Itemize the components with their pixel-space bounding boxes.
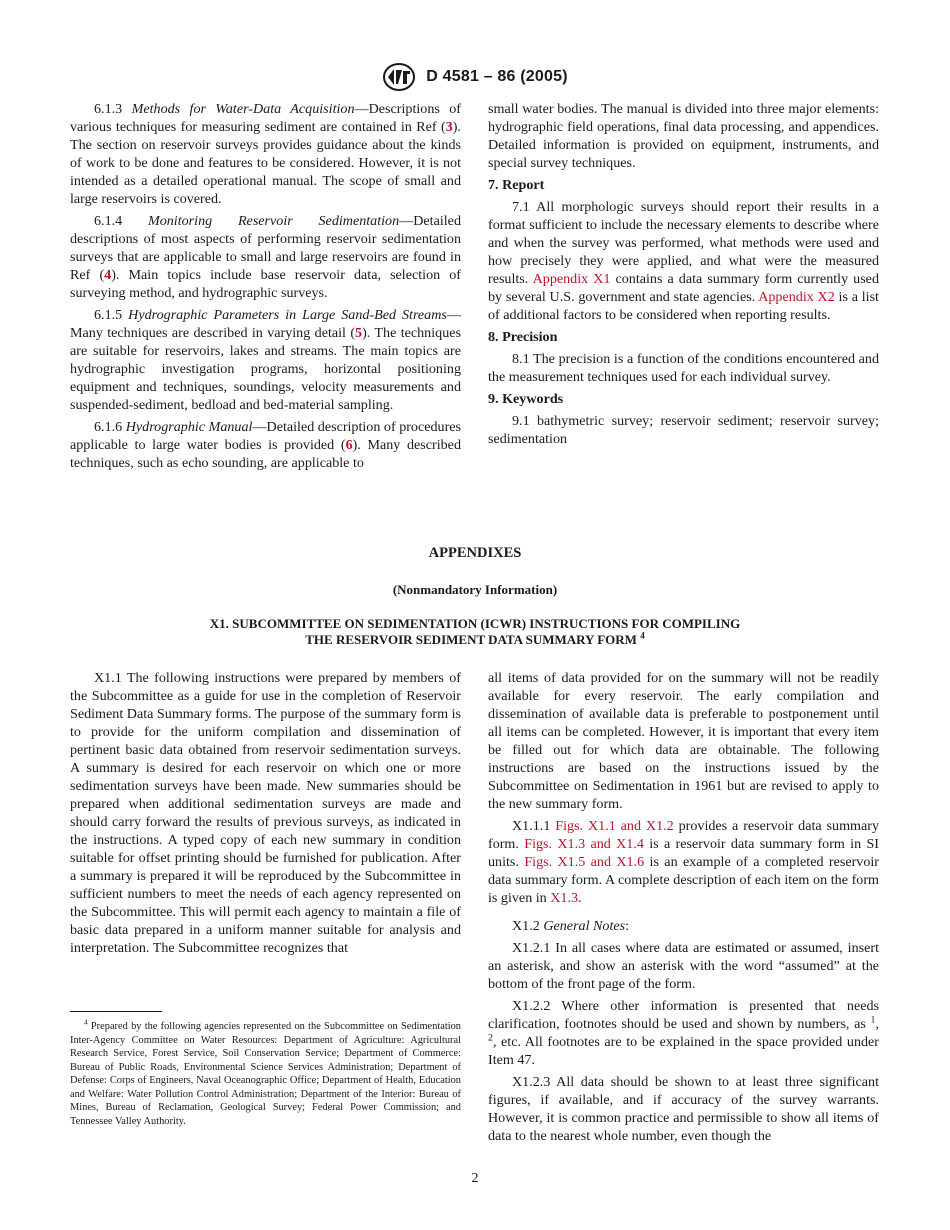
section-heading-precision: 8. Precision — [488, 329, 558, 345]
footnote-marker[interactable]: 4 — [640, 630, 645, 641]
paragraph-x1-2: X1.2 General Notes: — [512, 918, 630, 934]
paragraph-6-1-6: 6.1.6 Hydrographic Manual—Detailed description of procedures applicable to large water bodies is provided (6). Many described techniques, such as echo sounding, are applicable to — [70, 419, 462, 471]
paragraph-x1-1: X1.1 The following instructions were prepared by members of the Subcommittee as a guide for use in the completion of Reservoir Sediment Data Summary forms. The purpose of the summary form is to provide for the uniform compilation and dissemination of pertinent basic data obtained from reservoir sedimentation surveys. A summary is desired for each reservoir on which one or more sedimentation surveys have been made. New summaries should be prepared when additional sedimentation surveys are made and should carry forward the results of previous surveys, as indicated in the instructions. A typed copy of each new summary in condition suitable for offset printing should be furnished for publication. After a summary is prepared it will be reproduced by the Subcommittee in sufficient numbers to meet the needs of each agency represented on the Subcommittee. This will permit each agency to maintain a file of basic data prepared in a uniform manner suitable for analysis and interpretation. The Subcommittee recognizes that — [70, 670, 461, 956]
appendix-x1-title: X1. SUBCOMMITTEE ON SEDIMENTATION (ICWR) INSTRUCTIONS FOR COMPILING THE RESERVOIR SEDIMENT DATA SUMMARY FORM $^4$ — [209, 616, 741, 647]
paragraph-8-1: 8.1 The precision is a function of the conditions encountered and the measurement techniques used for each individual survey. — [488, 351, 879, 385]
page-header — [0, 62, 950, 92]
reference-link[interactable]: 4 — [104, 267, 112, 283]
paragraph-continued: all items of data provided for on the summary will not be readily available for every reservoir. The early compilation and dissemination of available data is preferable to postponement until all items can be completed. However, it is important that every item be filled out for which data are obtainable. The following instructions are based on the instructions issued by the Subcommittee on Sedimentation in 1961 but are revised to apply to the new summary form. — [488, 670, 879, 812]
paragraph-x1-1-1: X1.1.1 Figs. X1.1 and X1.2 provides a reservoir data summary form. Figs. X1.3 and X1.4 is a reservoir data summary form in SI units. Figs. X1.5 and X1.6 is an example of a completed reservoir data summary form. A complete description of each item on the form is given in X1.3. — [488, 818, 880, 906]
footnote-divider — [70, 1011, 162, 1012]
paragraph-x1-2-3: X1.2.3 All data should be shown to at least three significant figures, if available, and if accuracy of the survey warrants. However, it is common practice and permissible to show all items of data to the nearest whole number, even though the — [488, 1074, 879, 1144]
paragraph-9-1: 9.1 bathymetric survey; reservoir sediment; reservoir survey; sedimentation — [488, 413, 879, 447]
astm-logo-icon — [382, 62, 416, 92]
paragraph-6-1-5: 6.1.5 Hydrographic Parameters in Large Sand-Bed Streams—Many techniques are described in varying detail (5). The techniques are suitable for reservoirs, lakes and streams. The main topics are hydrographic investigation programs, horizontal positioning equipment and techniques, soundings, velocity measurements and suspended-sediment, bedload and bed-material sampling. — [70, 307, 461, 413]
page-number: 2 — [471, 1171, 479, 1186]
appendixes-title: APPENDIXES — [428, 545, 522, 561]
paragraph-6-1-4: 6.1.4 Monitoring Reservoir Sedimentation—Detailed descriptions of most aspects of performing reservoir sedimentation surveys that are applicable to small and large reservoirs are found in Ref (4). Main topics include base reservoir data, selection of surveying method, and hydrographic surveys. — [70, 213, 461, 301]
figs-x1-5-x1-6-link[interactable]: Figs. X1.5 and X1.6 — [524, 854, 645, 870]
footnote: $^4$ Prepared by the following agencies represented on the Subcommittee on Sedimentation Inter-Agency Committee on Water Resources: Department of Agriculture: Agricultural Research Service, Forest Service, Soil Conservation Service; Department of Commerce: Bureau of Public Roads, Environmental Science Services Administration; Department of Defense: Corps of Engineers, Naval Oceanographic Office; Department of Health, Education and Welfare: Water Pollution Control Administration; Department of the Interior: Bureau of Mines, Bureau of Reclamation, Geological Survey; Federal Power Commission; and Tennessee Valley Authority. — [70, 1018, 461, 1127]
section-heading-keywords: 9. Keywords — [488, 391, 564, 407]
appendix-x1-link[interactable]: Appendix X1 — [532, 271, 611, 287]
reference-link[interactable]: 6 — [345, 437, 353, 453]
document-id: D 4581 – 86 (2005) — [426, 68, 568, 85]
figs-x1-3-x1-4-link[interactable]: Figs. X1.3 and X1.4 — [524, 836, 644, 852]
left-column-bottom — [70, 669, 461, 957]
paragraph-x1-2-1: X1.2.1 In all cases where data are estimated or assumed, insert an asterisk, and show an asterisk with the word “assumed” at the bottom of the front page of the form. — [488, 940, 879, 992]
appendix-x2-link[interactable]: Appendix X2 — [758, 289, 835, 305]
right-column-top — [488, 100, 879, 448]
reference-link[interactable]: 3 — [445, 119, 453, 135]
paragraph-7-1: 7.1 All morphologic surveys should report their results in a format sufficient to include the necessary elements to describe where and when the survey was performed, what methods were used and how precisely they were applied, and what were the measured results. Appendix X1 contains a data summary form currently used by several U.S. government and state agencies. Appendix X2 is a list of additional factors to be considered when reporting results. — [488, 199, 879, 323]
section-x1-3-link[interactable]: X1.3 — [550, 890, 579, 906]
right-column-bottom — [488, 669, 879, 1145]
paragraph-continued: small water bodies. The manual is divided into three major elements: hydrographic field operations, final data processing, and appendices. Detailed information is provided on equipment, instruments, and special survey techniques. — [488, 101, 879, 171]
figs-x1-1-x1-2-link[interactable]: Figs. X1.1 and X1.2 — [555, 818, 674, 834]
paragraph-x1-2-2: X1.2.2 Where other information is presented that needs clarification, footnotes should be used and shown by numbers, as $^1$, $^2$, etc. All footnotes are to be explained in the space provided under Item 47. — [488, 998, 879, 1068]
reference-link[interactable]: 5 — [355, 325, 363, 341]
section-heading-report: 7. Report — [488, 177, 545, 193]
appendixes-subtitle: (Nonmandatory Information) — [392, 582, 558, 597]
left-column-top — [70, 100, 461, 472]
paragraph-6-1-3: 6.1.3 Methods for Water-Data Acquisition—Descriptions of various techniques for measuring sediment are contained in Ref (3). The section on reservoir surveys provides guidance about the kinds of work to be done and features to be considered. However, it is not intended as a detailed operational manual. The scope of small and large reservoirs is covered. — [70, 101, 461, 207]
